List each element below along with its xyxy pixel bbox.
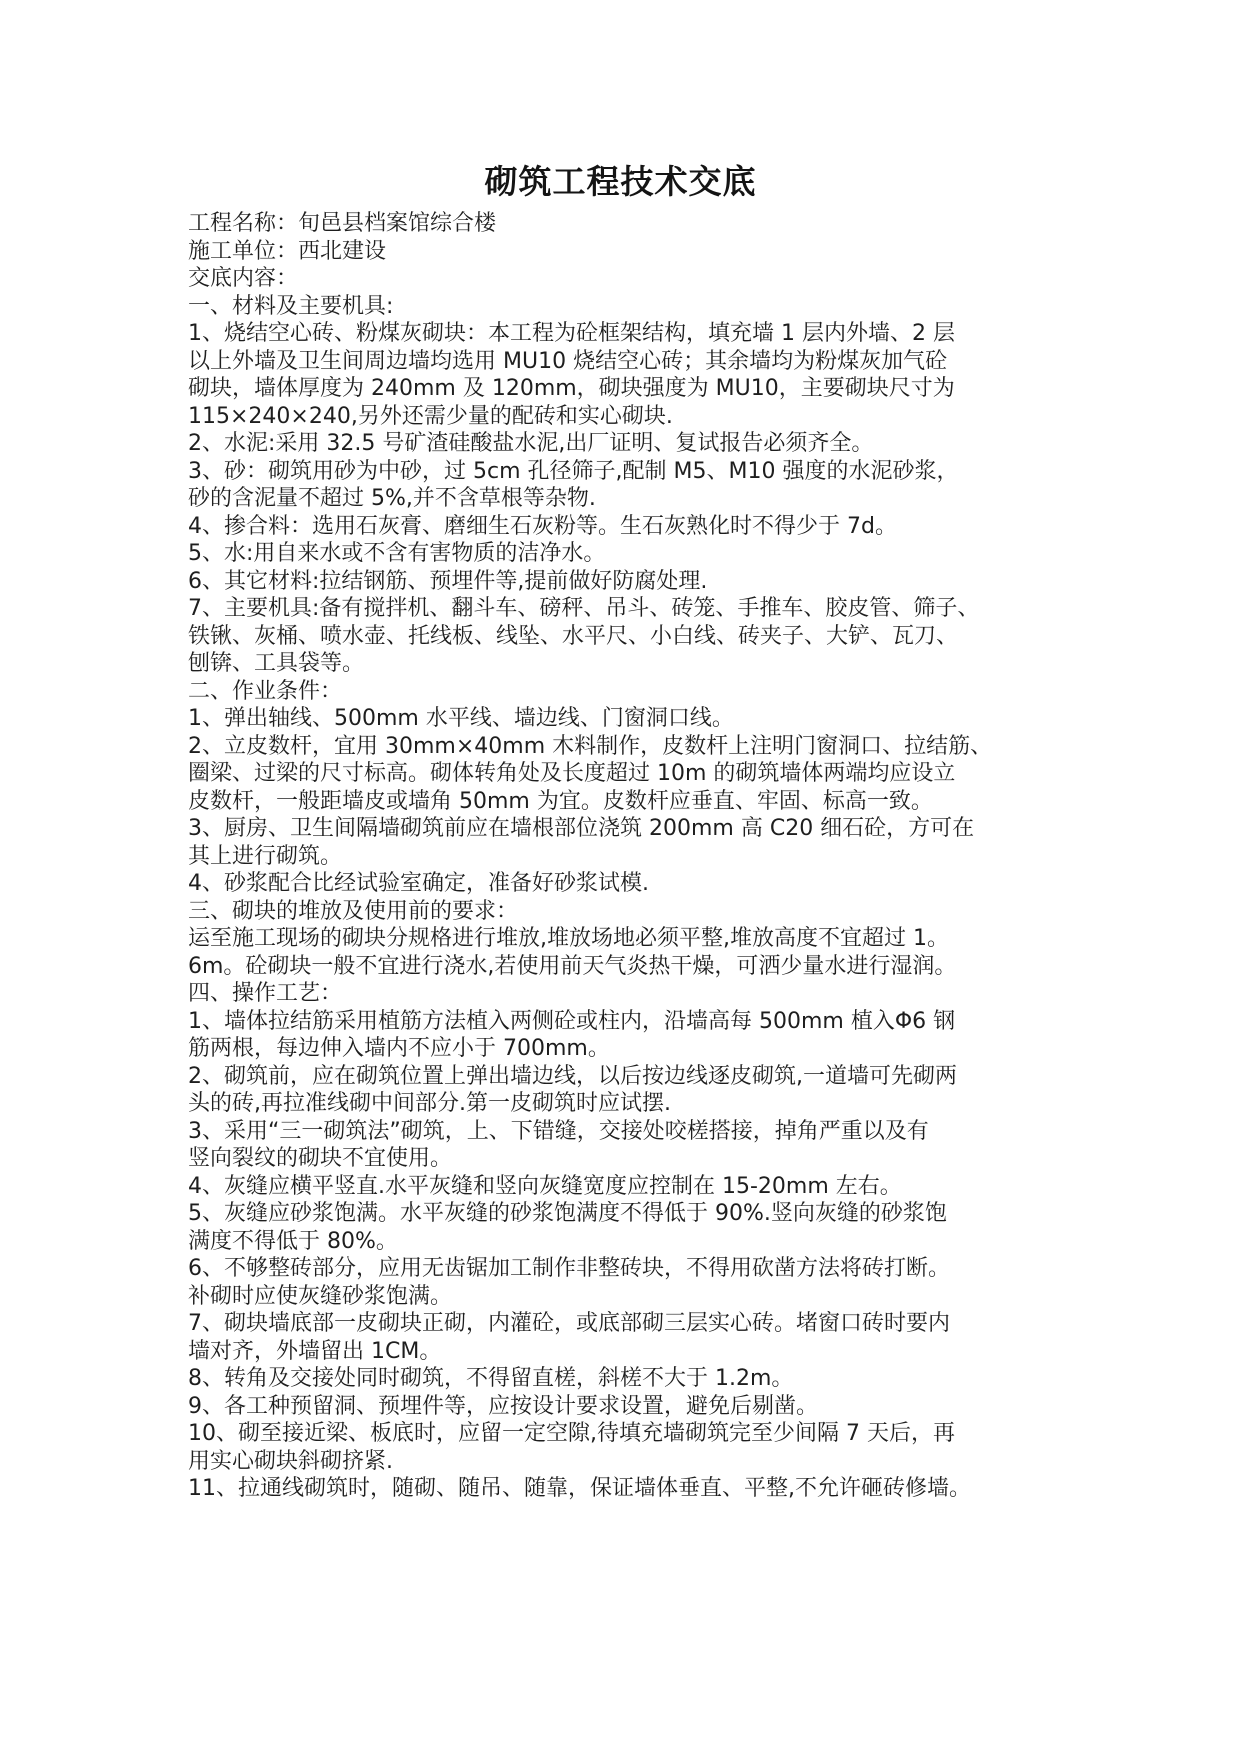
text-line: 满度不得低于 80%。 (188, 1228, 398, 1254)
text-line: 4、砂浆配合比经试验室确定，准备好砂浆试模. (188, 871, 649, 896)
text-line: 一、材料及主要机具: (188, 293, 394, 319)
text-line: 施工单位：西北建设 (188, 238, 387, 264)
text-line: 三、砌块的堆放及使用前的要求： (188, 898, 519, 924)
text-line: 圈梁、过梁的尺寸标高。砌体转角处及长度超过 10m 的砌筑墙体两端均应设立 (188, 761, 956, 786)
text-line: 四、操作工艺： (188, 981, 343, 1006)
text-line: 竖向裂纹的砌块不宜使用。 (188, 1146, 453, 1171)
text-line: 筋两根，每边伸入墙内不应小于 700mm。 (188, 1036, 610, 1061)
text-line: 皮数杆，一般距墙皮或墙角 50mm 为宜。皮数杆应垂直、牢固、标高一致。 (188, 788, 933, 814)
text-line: 其上进行砌筑。 (188, 843, 343, 869)
text-line: 8、转角及交接处同时砌筑，不得留直槎，斜槎不大于 1.2m。 (188, 1366, 794, 1391)
text-line: 3、厨房、卫生间隔墙砌筑前应在墙根部位浇筑 200mm 高 C20 细石砼，方可在 (188, 816, 975, 841)
text-line: 5、水:用自来水或不含有害物质的洁净水。 (188, 541, 606, 566)
text-line: 11、拉通线砌筑时，随砌、随吊、随靠，保证墙体垂直、平整,不允许砸砖修墙。 (188, 1476, 971, 1501)
text-line: 运至施工现场的砌块分规格进行堆放,堆放场地必须平整,堆放高度不宜超过 1。 (188, 926, 949, 951)
text-line: 二、作业条件： (188, 678, 343, 704)
text-line: 砂的含泥量不超过 5%,并不含草根等杂物. (188, 486, 596, 511)
text-line: 6、不够整砖部分，应用无齿锯加工制作非整砖块，不得用砍凿方法将砖打断。 (188, 1256, 950, 1281)
text-line: 4、掺合料：选用石灰膏、磨细生石灰粉等。生石灰熟化时不得少于 7d。 (188, 513, 897, 539)
text-line: 7、砌块墙底部一皮砌块正砌，内灌砼，或底部砌三层实心砖。堵窗口砖时要内 (188, 1311, 950, 1336)
text-line: 砌块，墙体厚度为 240mm 及 120mm，砌块强度为 MU10，主要砌块尺寸为 (188, 376, 955, 401)
text-line: 交底内容： (188, 266, 299, 291)
text-line: 6m。砼砌块一般不宜进行浇水,若使用前天气炎热干燥，可洒少量水进行湿润。 (188, 953, 957, 979)
text-line: 以上外墙及卫生间周边墙均选用 MU10 烧结空心砖；其余墙均为粉煤灰加气砼 (188, 348, 948, 374)
document-title: 砌筑工程技术交底 (484, 162, 757, 201)
text-line: 5、灰缝应砂浆饱满。水平灰缝的砂浆饱满度不得低于 90%.竖向灰缝的砂浆饱 (188, 1201, 947, 1226)
text-line: 工程名称：旬邑县档案馆综合楼 (188, 211, 497, 236)
text-line: 刨锛、工具袋等。 (188, 651, 365, 676)
text-line: 2、砌筑前，应在砌筑位置上弹出墙边线，以后按边线逐皮砌筑,一道墙可先砌两 (188, 1063, 957, 1089)
text-line: 4、灰缝应横平竖直.水平灰缝和竖向灰缝宽度应控制在 15-20mm 左右。 (188, 1173, 902, 1199)
text-line: 头的砖,再拉准线砌中间部分.第一皮砌筑时应试摆. (188, 1091, 671, 1116)
text-line: 10、砌至接近梁、板底时，应留一定空隙,待填充墙砌筑完至少间隔 7 天后，再 (188, 1421, 955, 1446)
text-line: 用实心砌块斜砌挤紧. (188, 1448, 393, 1474)
text-line: 墙对齐，外墙留出 1CM。 (188, 1338, 442, 1364)
text-line: 3、采用“三一砌筑法”砌筑，上、下错缝，交接处咬槎搭接，掉角严重以及有 (188, 1118, 929, 1144)
text-line: 1、弹出轴线、500mm 水平线、墙边线、门窗洞口线。 (188, 706, 734, 731)
text-line: 铁锹、灰桶、喷水壶、托线板、线坠、水平尺、小白线、砖夹子、大铲、瓦刀、 (188, 623, 959, 649)
text-line: 1、烧结空心砖、粉煤灰砌块：本工程为砼框架结构，填充墙 1 层内外墙、2 层 (188, 321, 955, 346)
text-line: 2、水泥:采用 32.5 号矿渣硅酸盐水泥,出厂证明、复试报告必须齐全。 (188, 431, 874, 456)
text-line: 9、各工种预留洞、预埋件等，应按设计要求设置，避免后剔凿。 (188, 1393, 818, 1419)
text-line: 3、砂：砌筑用砂为中砂，过 5cm 孔径筛子,配制 M5、M10 强度的水泥砂浆， (188, 458, 959, 484)
document-body (188, 210, 1060, 1503)
text-line: 115×240×240,另外还需少量的配砖和实心砌块. (188, 403, 673, 429)
text-line: 2、立皮数杆，宜用 30mm×40mm 木料制作，皮数杆上注明门窗洞口、拉结筋、 (188, 733, 993, 759)
text-line: 1、墙体拉结筋采用植筋方法植入两侧砼或柱内，沿墙高每 500mm 植入Φ6 钢 (188, 1008, 956, 1034)
text-line: 补砌时应使灰缝砂浆饱满。 (188, 1283, 453, 1309)
text-line: 6、其它材料:拉结钢筋、预埋件等,提前做好防腐处理. (188, 568, 708, 594)
text-line: 7、主要机具:备有搅拌机、翻斗车、磅秤、吊斗、砖笼、手推车、胶皮管、筛子、 (188, 596, 980, 621)
